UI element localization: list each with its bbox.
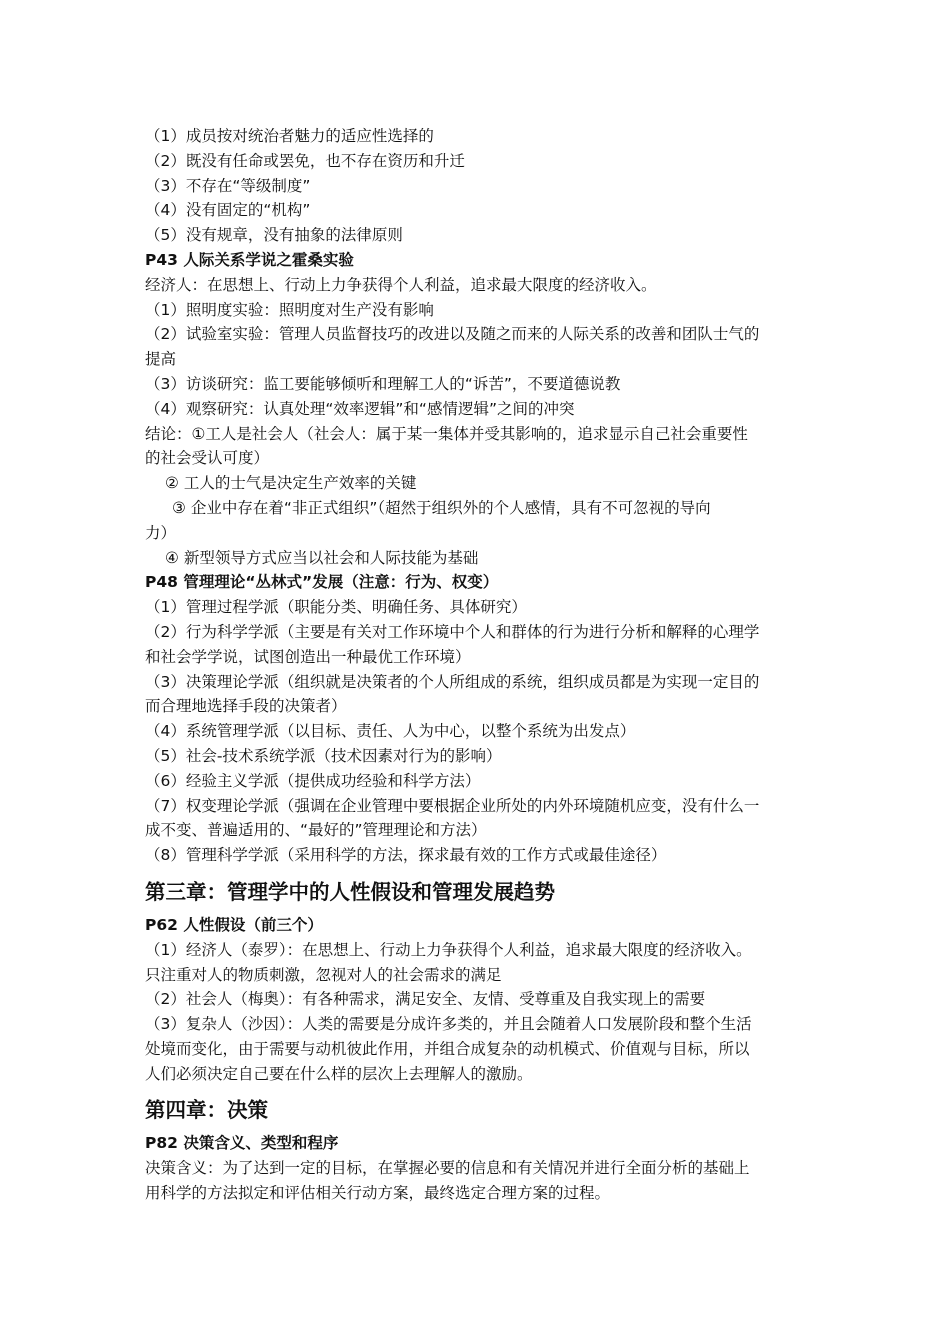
section-heading: P43 人际关系学说之霍桑实验 — [145, 250, 354, 269]
text-line: 经济人：在思想上、行动上力争获得个人利益，追求最大限度的经济收入。 — [145, 275, 657, 294]
text-line: （2）社会人（梅奥）：有各种需求，满足安全、友情、受尊重及自我实现上的需要 — [145, 990, 706, 1009]
text-line: （7）权变理论学派（强调在企业管理中要根据企业所处的内外环境随机应变，没有什么一 — [145, 796, 760, 815]
text-line: （2）既没有任命或罢免，也不存在资历和升迁 — [145, 151, 465, 170]
text-line: （2）行为科学学派（主要是有关对工作环境中个人和群体的行为进行分析和解释的心理学 — [145, 622, 760, 641]
text-line: ④ 新型领导方式应当以社会和人际技能为基础 — [165, 548, 479, 567]
text-line: 提高 — [145, 350, 177, 369]
text-line: （4）观察研究：认真处理“效率逻辑”和“感情逻辑”之间的冲突 — [145, 399, 575, 418]
text-line: 的社会受认可度） — [145, 449, 270, 468]
text-line: 和社会学学说，试图创造出一种最优工作环境） — [145, 647, 471, 666]
text-line: 而合理地选择手段的决策者） — [145, 697, 347, 716]
text-line: 决策含义：为了达到一定的目标，在掌握必要的信息和有关情况并进行全面分析的基础上 — [145, 1159, 750, 1178]
text-line: 成不变、普遍适用的、“最好的”管理理论和方法） — [145, 821, 487, 840]
text-line: 力） — [145, 523, 177, 542]
text-line: （5）社会-技术系统学派（技术因素对行为的影响） — [145, 746, 502, 765]
text-line: 只注重对人的物质刺激，忽视对人的社会需求的满足 — [145, 965, 502, 984]
text-line: 处境而变化，由于需要与动机彼此作用，并组合成复杂的动机模式、价值观与目标，所以 — [145, 1039, 750, 1058]
text-line: （1）成员按对统治者魅力的适应性选择的 — [145, 127, 434, 145]
section-heading: P48 管理理论“丛林式”发展（注意：行为、权变） — [145, 573, 499, 592]
text-line: （3）访谈研究：监工要能够倾听和理解工人的“诉苦”，不要道德说教 — [145, 374, 621, 393]
chapter-heading: 第三章：管理学中的人性假设和管理发展趋势 — [145, 879, 555, 904]
text-line: （4）没有固定的“机构” — [145, 201, 311, 220]
text-line: （4）系统管理学派（以目标、责任、人为中心，以整个系统为出发点） — [145, 722, 636, 741]
section-heading: P82 决策含义、类型和程序 — [145, 1134, 339, 1153]
text-line: 人们必须决定自己要在什么样的层次上去理解人的激励。 — [145, 1064, 533, 1083]
text-line: （1）管理过程学派（职能分类、明确任务、具体研究） — [145, 598, 527, 617]
text-line: （3）决策理论学派（组织就是决策者的个人所组成的系统，组织成员都是为实现一定目的 — [145, 672, 760, 691]
text-line: （6）经验主义学派（提供成功经验和科学方法） — [145, 771, 481, 790]
chapter-heading: 第四章：决策 — [145, 1098, 268, 1123]
document-page — [145, 124, 810, 1206]
text-line: 结论：①工人是社会人（社会人：属于某一集体并受其影响的，追求显示自己社会重要性 — [145, 424, 748, 443]
text-line: （8）管理科学学派（采用科学的方法，探求最有效的工作方式或最佳途径） — [145, 846, 667, 865]
text-line: ② 工人的士气是决定生产效率的关键 — [165, 474, 417, 493]
text-line: （2）试验室实验：管理人员监督技巧的改进以及随之而来的人际关系的改善和团队士气的 — [145, 325, 760, 344]
text-line: （1）照明度实验：照明度对生产没有影响 — [145, 300, 434, 319]
text-line: ③ 企业中存在着“非正式组织”（超然于组织外的个人感情，具有不可忽视的导向 — [172, 498, 711, 517]
text-line: （3）不存在“等级制度” — [145, 176, 311, 195]
text-line: （5）没有规章，没有抽象的法律原则 — [145, 226, 403, 245]
text-line: （3）复杂人（沙因）：人类的需要是分成许多类的，并且会随着人口发展阶段和整个生活 — [145, 1015, 752, 1034]
text-line: 用科学的方法拟定和评估相关行动方案，最终选定合理方案的过程。 — [145, 1184, 611, 1203]
text-line: （1）经济人（泰罗）：在思想上、行动上力争获得个人利益，追求最大限度的经济收入。 — [145, 940, 752, 959]
section-heading: P62 人性假设（前三个） — [145, 915, 323, 934]
